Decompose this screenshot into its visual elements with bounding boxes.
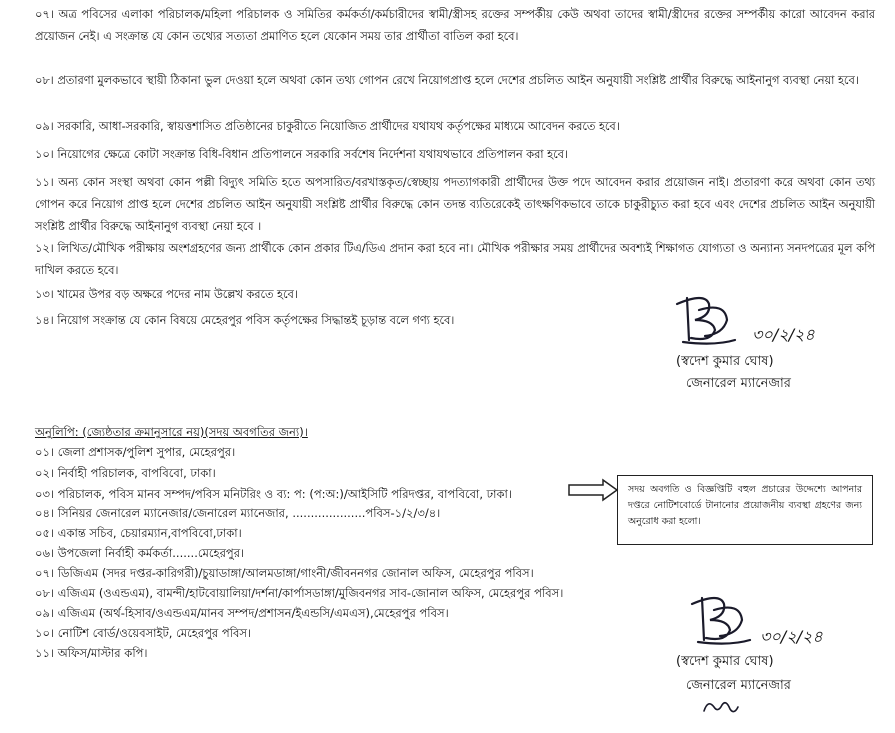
arrow-right-icon [567, 478, 619, 502]
clause-10: ১০। নিয়োগের ক্ষেত্রে কোটা সংক্রান্ত বিধি-বিধান প্রতিপালনে সরকারি সর্বশেষ নির্দেশনা যথাযথভাবে প্রতিপালন করা হবে। [35, 148, 568, 161]
cc-item: ১১। অফিস/মাস্টার কপি। [35, 646, 148, 660]
clause-09: ০৯। সরকারি, আধা-সরকারি, স্বায়ত্তশাসিত প্রতিষ্ঠানের চাকুরীতে নিয়োজিত প্রার্থীদের যথাযথ কর্তৃপক্ষের মাধ্যমে আবেদন করতে হবে। [35, 120, 620, 133]
clause-13: ১৩। খামের উপর বড় অক্ষরে পদের নাম উল্লেখ করতে হবে। [35, 288, 298, 301]
signature-title-top: জেনারেল ম্যানেজার [686, 376, 791, 391]
clause-07: ০৭। অত্র পবিসের এলাকা পরিচালক/মহিলা পরিচালক ও সমিতির কর্মকর্তা/কর্মচারীদের স্বামী/স্ত্রীসহ রক্তের সম্পর্কীয় কেউ অথবা তাদের স্বামী/স্ত্রীদের রক্তের সম্পর্কীয় কারো আবেদন করার প্রয়োজন নেই। এ সংক্রান্ত যে কোন তথ্যের সত্যতা প্রমাণিত হলে যেকোন সময় তার প্রার্থীতা বাতিল করা হবে। [35, 8, 876, 43]
cc-item: ০৩। পরিচালক, পবিস মানব সম্পদ/পবিস মনিটরিং ও ব্য: প: (প:অ:)/আইসিটি পরিদপ্তর, বাপবিবো, ঢাকা। [35, 487, 512, 501]
cc-item: ০১। জেলা প্রশাসক/পুলিশ সুপার, মেহেরপুর। [35, 445, 236, 459]
cc-item: ০৯। এজিএম (অর্থ-হিসাব/ওএন্ডএম/মানব সম্পদ/প্রশাসন/ইএন্ডসি/এমএস),মেহেরপুর পবিস। [35, 606, 449, 620]
clause-14: ১৪। নিয়োগ সংক্রান্ত যে কোন বিষয়ে মেহেরপুর পবিস কর্তৃপক্ষের সিদ্ধান্তই চূড়ান্ত বলে গণ্য হবে। [35, 314, 455, 327]
cc-header: অনুলিপি: (জ্যেষ্ঠতার ক্রমানুসারে নয়)(সদয় অবগতির জন্য)। [35, 425, 308, 439]
cc-item: ১০। নোটিশ বোর্ড/ওয়েবসাইট, মেহেরপুর পবিস। [35, 626, 252, 640]
cc-item: ০৫। একান্ত সচিব, চেয়ারম্যান,বাপবিবো,ঢাকা। [35, 526, 242, 540]
cc-item: ০৮। এজিএম (ওএন্ডএম), বামন্দী/হাটবোয়ালিয়া/দর্শনা/কার্পাসডাঙ্গা/মুজিবনগর সাব-জোনাল অফিস, মেহেরপুর পবিস। [35, 586, 564, 600]
signature-name-bottom: (স্বদেশ কুমার ঘোষ) [676, 654, 774, 669]
cc-item: ০৪। সিনিয়র জেনারেল ম্যানেজার/জেনারেল ম্যানেজার, ....................পবিস-১/২/৩/৪। [35, 506, 441, 520]
signature-name-top: (স্বদেশ কুমার ঘোষ) [676, 354, 774, 369]
signature-date-top: ৩০/২/২৪ [752, 325, 815, 344]
clause-08: ০৮। প্রতারণা মুলকভাবে স্থায়ী ঠিকানা ভুল দেওয়া হলে অথবা কোন তথ্য গোপন রেখে নিয়োগপ্রাপ্ত হলে দেশের প্রচলিত আইন অনুযায়ী সংশ্লিষ্ট প্রার্থীর বিরুদ্ধে আইনানুগ ব্যবস্থা নেয়া হবে। [35, 74, 859, 87]
cc-item: ০৭। ডিজিএম (সদর দপ্তর-কারিগরী)/চুয়াডাঙ্গা/আলমডাঙ্গা/গাংনী/জীবননগর জোনাল অফিস, মেহেরপুর পবিস। [35, 566, 534, 580]
cc-item: ০৬। উপজেলা নির্বাহী কর্মকর্তা.......মেহেরপুর। [35, 546, 245, 560]
notice-box: সদয় অবগতি ও বিজ্ঞপ্তিটি বহুল প্রচারের উদ্দেশ্যে আপনার দপ্তরে নোটিশবোর্ডে টানানোর প্রয়োজনীয় ব্যবস্থা গ্রহণের জন্য অনুরোধ করা হলো। [617, 475, 873, 545]
initials-scribble [700, 697, 740, 717]
clause-12: ১২। লিখিত/মৌখিক পরীক্ষায় অংশগ্রহণের জন্য প্রার্থীকে কোন প্রকার টিএ/ডিএ প্রদান করা হবে না। মৌখিক পরীক্ষার সময় প্রার্থীদের অবশ্যই শিক্ষাগত যোগ্যতা ও অন্যান্য সনদপত্রের মূল কপি দাখিল করতে হবে। [35, 242, 876, 277]
signature-date-bottom: ৩০/২/২৪ [760, 627, 823, 646]
clause-11: ১১। অন্য কোন সংস্থা অথবা কোন পল্লী বিদ্যুৎ সমিতি হতে অপসারিত/বরখাস্তকৃত/স্বেচ্ছায় পদত্যাগকারী প্রার্থীদের উক্ত পদে আবেদন করার প্রয়োজন নাই। প্রতারণা করে অথবা কোন তথ্য গোপন করে নিয়োগ প্রাপ্ত হলে দেশের প্রচলিত আইন অনুযায়ী সংশ্লিষ্ট প্রার্থীর বিরুদ্ধে কোন তদন্ত ব্যতিরেকেই তাৎক্ষণিকভাবে তাকে চাকুরীচ্যুত করা হবে এবং দেশের প্রচলিত আইন অনুযায়ী সংশ্লিষ্ট প্রার্থীর বিরুদ্ধে আইনানুগ ব্যবস্থা নেয়া হবে । [35, 176, 876, 233]
cc-item: ০২। নির্বাহী পরিচালক, বাপবিবো, ঢাকা। [35, 466, 216, 480]
signature-title-bottom: জেনারেল ম্যানেজার [686, 678, 791, 693]
